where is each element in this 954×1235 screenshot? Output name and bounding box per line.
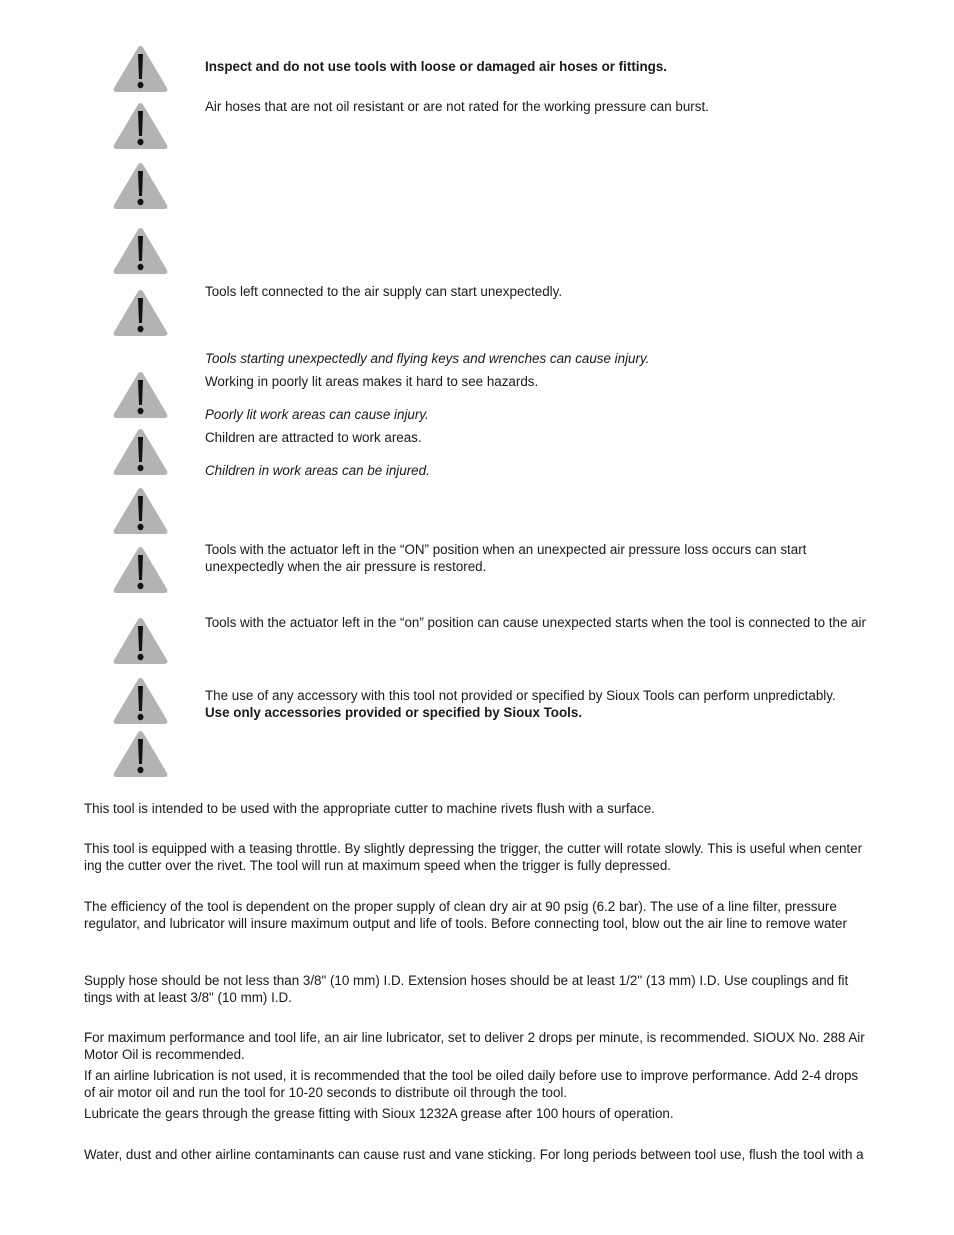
- warning-actuator-on-line1: Tools with the actuator left in the “ON” position when an unexpected air pressure loss occurs can start: [205, 542, 807, 557]
- warning-children: Children are attracted to work areas.: [205, 430, 422, 445]
- air-supply-line2: regulator, and lubricator will insure maximum output and life of tools. Before connecting tool, blow out the air line to remove water: [84, 916, 847, 931]
- lubricator-line2: Motor Oil is recommended.: [84, 1047, 245, 1062]
- warning-icon: [112, 486, 169, 536]
- warning-hose-burst: Air hoses that are not oil resistant or are not rated for the working pressure can burst.: [205, 99, 709, 114]
- warning-icon: [112, 161, 169, 211]
- intended-use-text: This tool is intended to be used with the appropriate cutter to machine rivets flush with a surface.: [84, 801, 655, 816]
- warning-icon: [112, 226, 169, 276]
- warning-poorly-lit-injury: Poorly lit work areas can cause injury.: [205, 407, 429, 422]
- hose-size-line1: Supply hose should be not less than 3/8" (10 mm) I.D. Extension hoses should be at least 1/2" (13 mm) I.D. Use couplings and fit: [84, 973, 849, 988]
- warning-icon: [112, 545, 169, 595]
- warning-accessory-bold: Use only accessories provided or specified by Sioux Tools.: [205, 705, 583, 720]
- warning-icon: [112, 288, 169, 338]
- warning-actuator-connected: Tools with the actuator left in the “on” position can cause unexpected starts when the tool is connected to the air: [205, 615, 866, 630]
- warning-flying-keys: Tools starting unexpectedly and flying keys and wrenches can cause injury.: [205, 351, 650, 366]
- teasing-throttle-line1: This tool is equipped with a teasing throttle. By slightly depressing the trigger, the cutter will rotate slowly. This is useful when center: [84, 841, 863, 856]
- air-supply-line1: The efficiency of the tool is dependent on the proper supply of clean dry air at 90 psig (6.2 bar). The use of a line filter, pressure: [84, 899, 837, 914]
- warning-icon: [112, 101, 169, 151]
- hose-size-line2: tings with at least 3/8" (10 mm) I.D.: [84, 990, 292, 1005]
- oil-daily-line2: of air motor oil and run the tool for 10-20 seconds to distribute oil through the tool.: [84, 1085, 568, 1100]
- warning-icon: [112, 616, 169, 666]
- warning-accessory: The use of any accessory with this tool not provided or specified by Sioux Tools can perform unpredictably.: [205, 688, 836, 703]
- warning-icon: [112, 427, 169, 477]
- warning-connected-supply: Tools left connected to the air supply can start unexpectedly.: [205, 284, 563, 299]
- contaminants-text: Water, dust and other airline contaminants can cause rust and vane sticking. For long periods between tool use, flush the tool with a: [84, 1147, 864, 1162]
- grease-text: Lubricate the gears through the grease fitting with Sioux 1232A grease after 100 hours of operation.: [84, 1106, 674, 1121]
- warning-children-injury: Children in work areas can be injured.: [205, 463, 430, 478]
- warning-icon: [112, 676, 169, 726]
- oil-daily-line1: If an airline lubrication is not used, it is recommended that the tool be oiled daily before use to improve performance. Add 2-4 drops: [84, 1068, 859, 1083]
- teasing-throttle-line2: ing the cutter over the rivet. The tool will run at maximum speed when the trigger is fully depressed.: [84, 858, 671, 873]
- warning-icon: [112, 729, 169, 779]
- warning-icon: [112, 44, 169, 94]
- warning-actuator-on-line2: unexpectedly when the air pressure is restored.: [205, 559, 487, 574]
- warning-poorly-lit: Working in poorly lit areas makes it hard to see hazards.: [205, 374, 539, 389]
- warning-hose-inspect: Inspect and do not use tools with loose or damaged air hoses or fittings.: [205, 59, 668, 74]
- lubricator-line1: For maximum performance and tool life, an air line lubricator, set to deliver 2 drops per minute, is recommended. SIOUX No. 288 Air: [84, 1030, 865, 1045]
- warning-icon: [112, 370, 169, 420]
